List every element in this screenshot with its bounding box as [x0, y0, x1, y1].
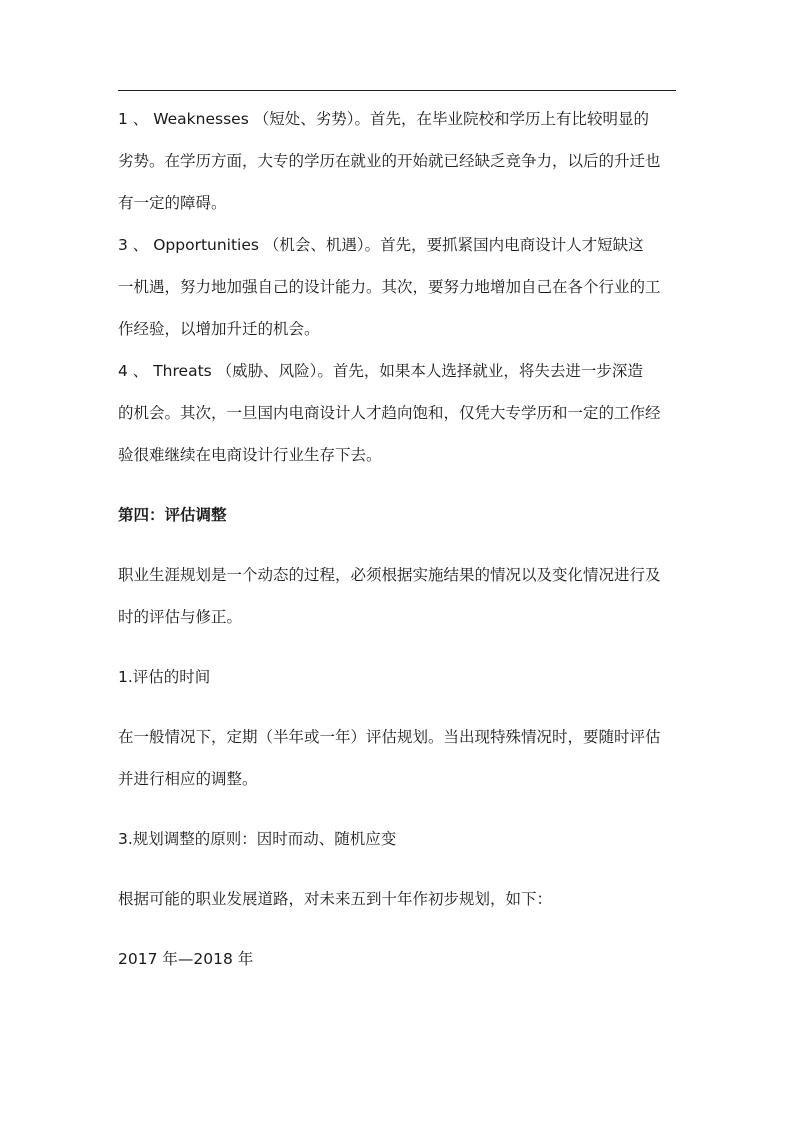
paragraph-line: 在一般情况下，定期（半年或一年）评估规划。当出现特殊情况时，要随时评估	[118, 728, 661, 746]
header-rule	[118, 90, 676, 91]
paragraph-line: 并进行相应的调整。	[118, 770, 258, 788]
spacer	[118, 860, 676, 878]
paragraph-line: 作经验，以增加升迁的机会。	[118, 320, 320, 338]
paragraph-line: 3 、 Opportunities （机会、机遇）。首先，要抓紧国内电商设计人才短缺这	[118, 236, 644, 254]
paragraph-line: 劣势。在学历方面，大专的学历在就业的开始就已经缺乏竞争力，以后的升迁也	[118, 152, 661, 170]
spacer	[118, 800, 676, 818]
year-range: 2017 年—2018 年	[118, 950, 254, 968]
spacer	[118, 476, 676, 494]
eval-time-title: 1.评估的时间	[118, 668, 211, 686]
section-heading: 第四：评估调整	[118, 506, 227, 524]
paragraph-line: 1 、 Weaknesses （短处、劣势）。首先，在毕业院校和学历上有比较明显的	[118, 110, 649, 128]
intro-paragraph	[118, 554, 676, 638]
spacer	[118, 536, 676, 554]
paragraph-line: 验很难继续在电商设计行业生存下去。	[118, 446, 382, 464]
paragraph-line: 4 、 Threats （威胁、风险）。首先，如果本人选择就业，将失去进一步深造	[118, 362, 643, 380]
spacer	[118, 638, 676, 656]
paragraph-line: 的机会。其次，一旦国内电商设计人才趋向饱和，仅凭大专学历和一定的工作经	[118, 404, 661, 422]
paragraph-line: 时的评估与修正。	[118, 608, 243, 626]
paragraph-line: 职业生涯规划是一个动态的过程，必须根据实施结果的情况以及变化情况进行及	[118, 566, 661, 584]
document-body	[118, 98, 676, 980]
weaknesses-paragraph	[118, 98, 676, 224]
spacer	[118, 698, 676, 716]
principle-title: 3.规划调整的原则：因时而动、随机应变	[118, 830, 397, 848]
paragraph-line: 有一定的障碍。	[118, 194, 227, 212]
plan-intro: 根据可能的职业发展道路，对未来五到十年作初步规划，如下：	[118, 890, 553, 908]
opportunities-paragraph	[118, 224, 676, 350]
paragraph-line: 一机遇，努力地加强自己的设计能力。其次，要努力地增加自己在各个行业的工	[118, 278, 661, 296]
spacer	[118, 920, 676, 938]
threats-paragraph	[118, 350, 676, 476]
eval-time-paragraph	[118, 716, 676, 800]
